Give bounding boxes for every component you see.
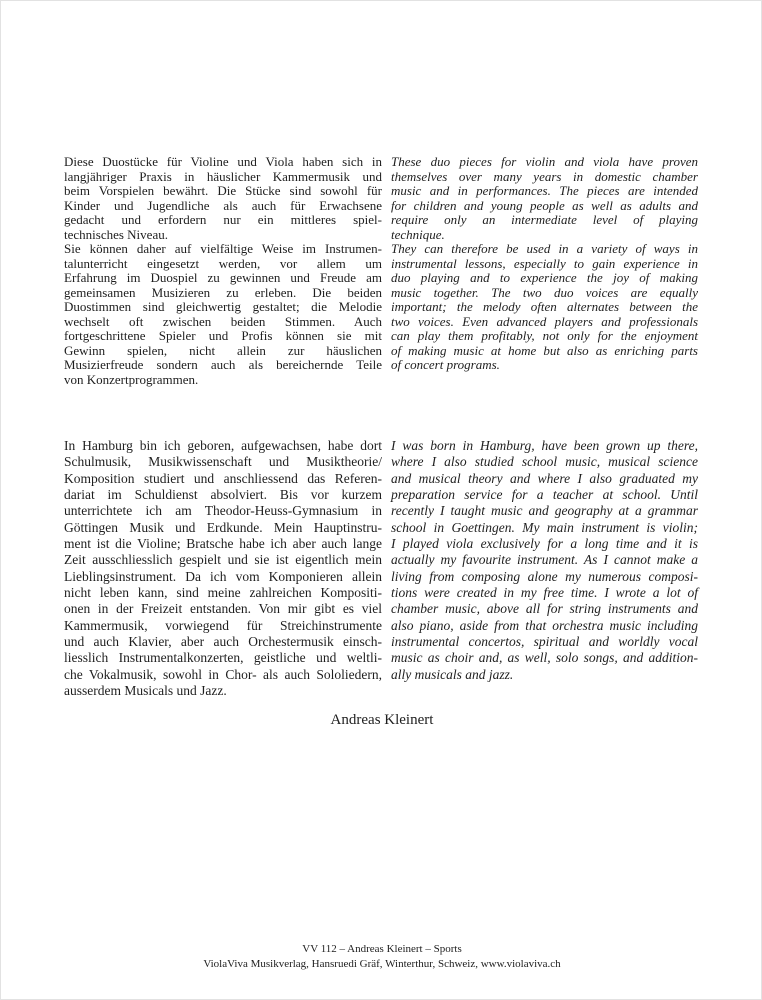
text-line: beim Vorspielen bewährt. Die Stücke sind sowohl für xyxy=(64,183,382,198)
paragraph xyxy=(64,155,382,242)
text-line: Schulmusik, Musikwissenschaft und Musiktheorie/ xyxy=(64,454,382,470)
text-line: nicht leben kann, sind meine zahlreichen Kompositi- xyxy=(64,585,382,601)
text-line: gedacht und erfordern nur ein mittleres spiel- xyxy=(64,212,382,227)
text-line: of concert programs. xyxy=(391,357,500,372)
text-line: Musizierfreude sondern auch als bereichernde Teile xyxy=(64,357,382,372)
text-line: Gewinn spielen, nicht allein zur häuslichen xyxy=(64,342,382,358)
text-line: also piano, aside from that orchestra music including xyxy=(391,617,698,633)
bio-german-column xyxy=(64,438,382,700)
text-line: instrumental lessons, especially to gain experience in xyxy=(391,255,698,271)
text-line: Lieblingsinstrument. Da ich vom Komponieren allein xyxy=(64,568,382,584)
bio-english-column xyxy=(391,438,698,683)
text-line: talunterricht eingesetzt werden, vor allem um xyxy=(64,255,382,271)
text-line: music and in performances. The pieces are intended xyxy=(391,183,698,198)
paragraph xyxy=(391,242,698,373)
text-line: liesslich Instrumentalkonzerten, geistliche und weltli- xyxy=(64,650,382,666)
text-line: tions were created in my free time. I wrote a lot of xyxy=(391,585,698,601)
text-line: Erfahrung im Duospiel zu gewinnen und Freude am xyxy=(64,270,382,285)
text-line: recently I taught music and geography at a grammar xyxy=(391,503,698,519)
paragraph xyxy=(391,438,698,683)
text-line: These duo pieces for violin and viola have proven xyxy=(391,154,698,169)
text-line: chamber music, above all for string instruments and xyxy=(391,601,698,617)
text-line: von Konzertprogrammen. xyxy=(64,371,199,387)
text-line: living from composing alone my numerous composi- xyxy=(391,568,698,584)
text-line: can play them profitably, not only for the enjoyment xyxy=(391,328,698,343)
text-line: music as choir and, as well, solo songs, and addition- xyxy=(391,650,698,666)
text-line: Komposition studiert und anschliessend das Referen- xyxy=(64,470,382,486)
intro-german-column xyxy=(64,155,382,387)
text-line: themselves over many years in domestic chamber xyxy=(391,168,698,184)
text-line: two voices. Even advanced players and professionals xyxy=(391,313,698,329)
paragraph xyxy=(64,438,382,700)
text-line: gemeinsamen Musizieren zu erleben. Die beiden xyxy=(64,284,382,300)
footer-edition-line: VV 112 – Andreas Kleinert – Sports xyxy=(302,943,462,955)
text-line: unterrichtete ich am Theodor-Heuss-Gymnasium in xyxy=(64,503,382,519)
text-line: instrumental concertos, spiritual and worldly vocal xyxy=(391,634,698,650)
text-line: actually my favourite instrument. As I cannot make a xyxy=(391,552,698,568)
text-line: of making music at home but also as enriching parts xyxy=(391,342,698,358)
text-line: technisches Niveau. xyxy=(64,226,168,242)
text-line: langjähriger Praxis in häuslicher Kammermusik und xyxy=(64,168,382,184)
text-line: school in Goettingen. My main instrument is violin; xyxy=(391,519,698,535)
text-line: require only an intermediate level of playing xyxy=(391,212,698,227)
text-line: technique. xyxy=(391,226,445,242)
text-line: where I also studied school music, musical science xyxy=(391,454,698,470)
text-line: In Hamburg bin ich geboren, aufgewachsen, habe dort xyxy=(64,438,382,453)
text-line: for children and young people as well as adults and xyxy=(391,197,698,213)
intro-english-column xyxy=(391,155,698,373)
text-line: ally musicals and jazz. xyxy=(391,666,514,682)
text-line: duo playing and to experience the joy of making xyxy=(391,270,698,285)
text-line: dariat im Schuldienst absolviert. Bis vor kurzem xyxy=(64,487,382,503)
page-footer xyxy=(1,942,762,971)
text-line: Kinder und Jugendliche als auch für Erwachsene xyxy=(64,197,382,213)
text-line: onen in der Freizeit entstanden. Von mir gibt es viel xyxy=(64,601,382,617)
text-line: and musical theory and where I also graduated my xyxy=(391,470,698,486)
text-line: Sie können daher auf vielfältige Weise im Instrumen- xyxy=(64,241,382,256)
text-line: wechselt oft zwischen beiden Stimmen. Auch xyxy=(64,313,382,329)
text-line: ausserdem Musicals und Jazz. xyxy=(64,683,227,699)
text-line: important; the melody often alternates between the xyxy=(391,299,698,314)
text-line: I played viola exclusively for a long time and it is xyxy=(391,536,698,552)
footer-publisher-line: ViolaViva Musikverlag, Hansruedi Gräf, Winterthur, Schweiz, www.violaviva.ch xyxy=(203,957,561,970)
text-line: Duostimmen sind gleichwertig gestaltet; die Melodie xyxy=(64,299,382,314)
author-signature: Andreas Kleinert xyxy=(330,712,434,728)
paragraph xyxy=(391,155,698,242)
text-line: Zeit ausschliesslich gespielt und sie ist eigentlich mein xyxy=(64,552,382,568)
text-line: They can therefore be used in a variety of ways in xyxy=(391,241,698,256)
paragraph xyxy=(64,242,382,387)
text-line: und auch Klavier, aber auch Orchestermusik einsch- xyxy=(64,634,382,650)
text-line: ment ist die Violine; Bratsche habe ich aber auch lange xyxy=(64,536,382,552)
text-line: che Vokalmusik, sowohl in Chor- als auch Sololiedern, xyxy=(64,666,382,682)
text-line: Göttingen Musik und Erdkunde. Mein Hauptinstru- xyxy=(64,519,382,535)
text-line: I was born in Hamburg, have been grown up there, xyxy=(391,438,698,453)
text-line: Diese Duostücke für Violine und Viola haben sich in xyxy=(64,154,382,169)
text-line: preparation service for a teacher at school. Until xyxy=(391,487,698,503)
text-line: Kammermusik, vorwiegend für Streichinstrumente xyxy=(64,617,382,633)
text-line: music together. The two duo voices are equally xyxy=(391,284,698,300)
text-line: fortgeschrittene Spieler und Profis können sie mit xyxy=(64,328,382,343)
